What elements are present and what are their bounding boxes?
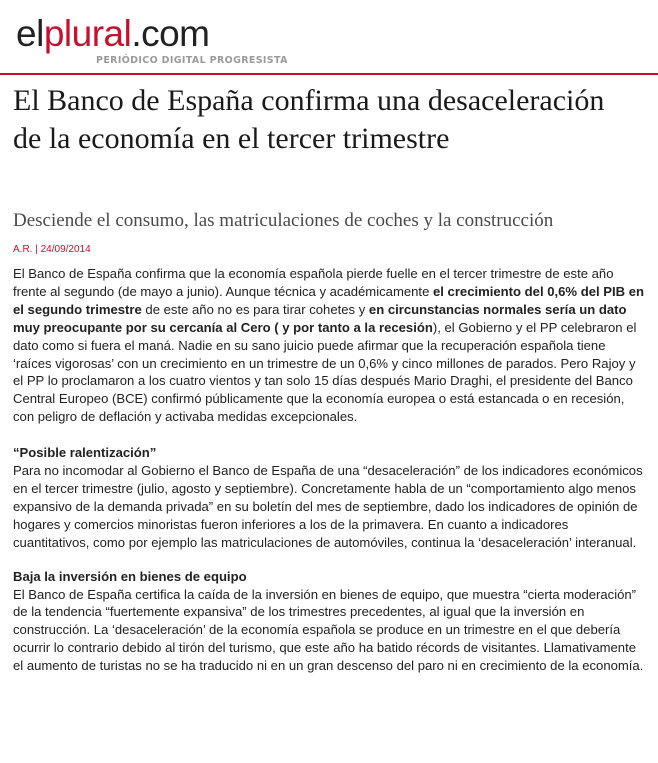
- paragraph-text: ), el Gobierno y el PP celebraron el dato como si fuera el maná. Nadie en su sano juicio puede afirmar que la recuperación española tiene ‘raíces vigorosas’ con un crecimiento en un trimestre de un 0,6% y cinco millones de parados. Pero Rajoy y el PP lo proclamaron a los cuatro vientos y tan solo 15 días después Mario Draghi, el presidente del Banco Central Europeo (BCE) confirmó públicamente que la economía europea o está estancada o en recesión, con peligro de deflación y activaba medidas excepcionales.: [13, 319, 637, 425]
- paragraph-text: de este año no es para tirar cohetes y: [141, 301, 369, 317]
- article-body: [13, 265, 647, 675]
- section-heading-inversion: [13, 568, 647, 586]
- logo-text-plural: plural: [43, 13, 132, 54]
- bold-text-recesion: en circunstancias normales sería un dato muy preocupante por su cercanía al Cero ( y por tanto a la recesión: [13, 301, 627, 335]
- logo-text-dotcom: .com: [131, 13, 210, 54]
- paragraph-text: El Banco de España confirma que la economía española pierde fuelle en el tercer trimestre de este año frente al segundo (de mayo a junio). Aunque técnica y académicamente: [13, 266, 614, 299]
- header-divider: [0, 73, 658, 75]
- section-heading-text: Baja la inversión en bienes de equipo: [13, 568, 247, 584]
- section-heading-ralentizacion: [13, 444, 647, 462]
- site-logo[interactable]: [16, 14, 210, 54]
- article-byline: A.R. | 24/09/2014: [13, 244, 91, 255]
- logo-text-el: el: [16, 13, 44, 54]
- paragraph-ralentizacion: Para no incomodar al Gobierno el Banco de España de una “desaceleración” de los indicadores económicos en el tercer trimestre (julio, agosto y septiembre). Concretamente habla de un “comportamiento algo menos expansivo de la demanda privada” en su boletín del mes de septiembre, dado los indicadores de opinión de hogares y comercios minoristas fueron inferiores a los de la primavera. En cuanto a indicadores cuantitativos, como por ejemplo las matriculaciones de automóviles, continua la ‘desaceleración’ interanual.: [13, 463, 643, 550]
- bold-text-pib: el crecimiento del 0,6% del PIB en el segundo trimestre: [13, 283, 645, 317]
- paragraph-inversion: El Banco de España certifica la caída de la inversión en bienes de equipo, que muestra “cierta moderación” de la tendencia “fuertemente expansiva” de los trimestres precedentes, al igual que la inversión en construcción. La ‘desaceleración’ de la economía española se produce en un trimestre en el que debería ocurrir lo contrario debido al tirón del turismo, que este año ha batido récords de visitantes. Llamativamente el aumento de turistas no se ha traducido ni en un gran descenso del paro ni en crecimiento de la economía.: [13, 586, 644, 674]
- site-tagline: PERIÓDICO DIGITAL PROGRESISTA: [96, 55, 288, 66]
- article-subtitle: Desciende el consumo, las matriculaciones de coches y la construcción: [13, 210, 554, 231]
- section-heading-text: “Posible ralentización”: [13, 445, 157, 461]
- paragraph-intro: [13, 265, 647, 426]
- article-title: El Banco de España confirma una desaceleración de la economía en el tercer trimestre: [13, 84, 605, 155]
